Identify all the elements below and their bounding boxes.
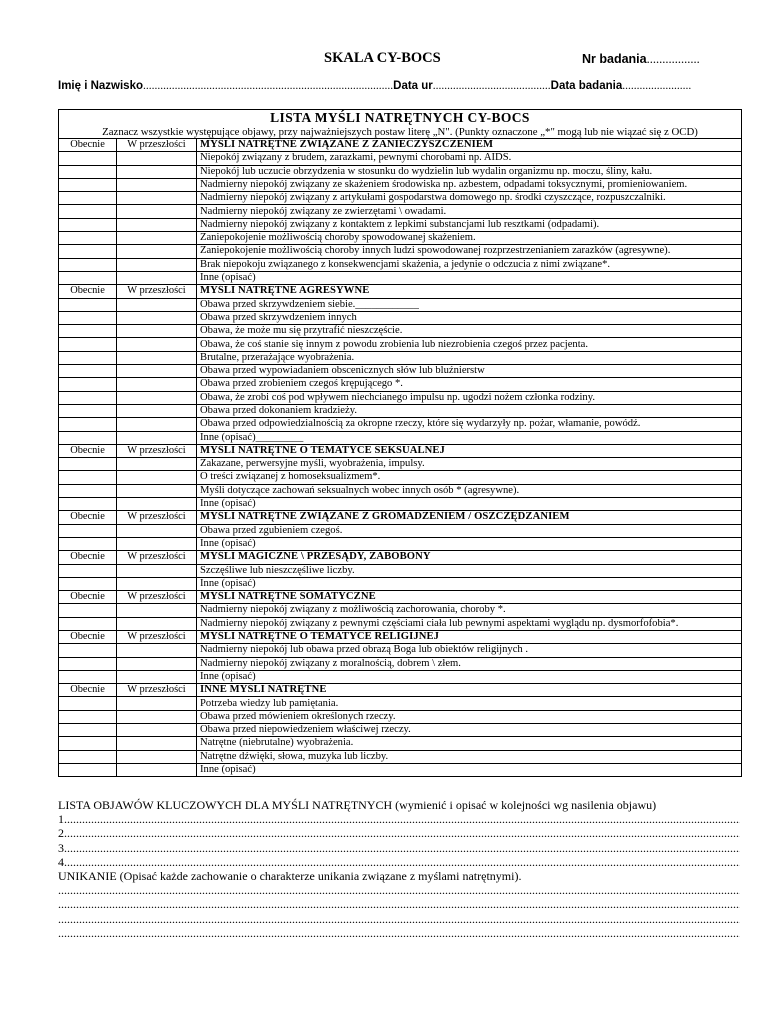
- symptom-description: Obawa, że może mu się przytrafić nieszczęście.: [197, 325, 742, 338]
- now-checkbox-cell[interactable]: [59, 697, 117, 710]
- symptom-description: Inne (opisać): [197, 763, 742, 776]
- symptom-row: [59, 710, 742, 723]
- symptom-description: Obawa przed niepowiedzeniem właściwej rzeczy.: [197, 724, 742, 737]
- section-header-row: [59, 285, 742, 298]
- past-checkbox-cell[interactable]: [117, 192, 197, 205]
- symptom-description: Myśli dotyczące zachowań seksualnych wobec innych osób * (agresywne).: [197, 484, 742, 497]
- now-checkbox-cell[interactable]: [59, 537, 117, 550]
- symptom-description: Obawa przed odpowiedzialnością za okropne rzeczy, które się wydarzyły np. pożar, włamanie, powódź.: [197, 418, 742, 431]
- past-checkbox-cell[interactable]: [117, 258, 197, 271]
- symptom-description: Natrętne dźwięki, słowa, muzyka lub liczby.: [197, 750, 742, 763]
- symptom-row: [59, 604, 742, 617]
- now-checkbox-cell[interactable]: [59, 178, 117, 191]
- symptom-row: [59, 311, 742, 324]
- section-heading: MYŚLI NATRĘTNE SOMATYCZNE: [197, 591, 742, 604]
- column-label-past: W przeszłości: [117, 630, 197, 643]
- now-checkbox-cell[interactable]: [59, 298, 117, 311]
- past-checkbox-cell[interactable]: [117, 524, 197, 537]
- now-checkbox-cell[interactable]: [59, 192, 117, 205]
- now-checkbox-cell[interactable]: [59, 165, 117, 178]
- symptom-description: Obawa przed mówieniem określonych rzeczy.: [197, 710, 742, 723]
- now-checkbox-cell[interactable]: [59, 245, 117, 258]
- past-checkbox-cell[interactable]: [117, 670, 197, 683]
- symptom-row: [59, 205, 742, 218]
- symptom-row: [59, 750, 742, 763]
- section-header-row: [59, 551, 742, 564]
- past-checkbox-cell[interactable]: [117, 750, 197, 763]
- symptom-row: [59, 245, 742, 258]
- symptom-description: Obawa przed wypowiadaniem obscenicznych słów lub bluźnierstw: [197, 365, 742, 378]
- section-heading: INNE MYŚLI NATRĘTNE: [197, 684, 742, 697]
- past-checkbox-cell[interactable]: [117, 218, 197, 231]
- past-checkbox-cell[interactable]: [117, 404, 197, 417]
- symptom-description: Inne (opisać): [197, 670, 742, 683]
- key-symptom-line-4[interactable]: 4. .....: [58, 855, 740, 869]
- now-checkbox-cell[interactable]: [59, 524, 117, 537]
- now-checkbox-cell[interactable]: [59, 763, 117, 776]
- column-label-past: W przeszłości: [117, 285, 197, 298]
- past-checkbox-cell[interactable]: [117, 418, 197, 431]
- past-checkbox-cell[interactable]: [117, 245, 197, 258]
- column-label-now: Obecnie: [59, 591, 117, 604]
- birth-date-label: Data ur: [393, 80, 433, 92]
- now-checkbox-cell[interactable]: [59, 378, 117, 391]
- now-checkbox-cell[interactable]: [59, 617, 117, 630]
- symptom-row: [59, 644, 742, 657]
- now-checkbox-cell[interactable]: [59, 644, 117, 657]
- symptom-description: Nadmierny niepokój lub obawa przed obrazą Boga lub obiektów religijnych .: [197, 644, 742, 657]
- section-header-row: [59, 591, 742, 604]
- symptom-description: Nadmierny niepokój związany ze skażeniem środowiska np. azbestem, odpadami toksycznymi, promieniowaniem.: [197, 178, 742, 191]
- symptom-row: [59, 391, 742, 404]
- symptom-description: Brutalne, przerażające wyobrażenia.: [197, 351, 742, 364]
- checklist-header: [59, 110, 742, 139]
- column-label-now: Obecnie: [59, 684, 117, 697]
- symptom-description: Nadmierny niepokój związany z pewnymi częściami ciała lub pewnymi aspektami wyglądu np. dysmorfofobia*.: [197, 617, 742, 630]
- now-checkbox-cell[interactable]: [59, 458, 117, 471]
- symptom-row: [59, 737, 742, 750]
- now-checkbox-cell[interactable]: [59, 258, 117, 271]
- symptom-row: [59, 697, 742, 710]
- past-checkbox-cell[interactable]: [117, 232, 197, 245]
- past-checkbox-cell[interactable]: [117, 710, 197, 723]
- now-checkbox-cell[interactable]: [59, 218, 117, 231]
- avoidance-line-4[interactable]: [58, 926, 740, 940]
- now-checkbox-cell[interactable]: [59, 338, 117, 351]
- name-blank[interactable]: .......................................................................................: [143, 80, 394, 92]
- symptom-description: Inne (opisać): [197, 498, 742, 511]
- symptom-row: [59, 484, 742, 497]
- symptom-row: [59, 724, 742, 737]
- past-checkbox-cell[interactable]: [117, 325, 197, 338]
- column-label-past: W przeszłości: [117, 444, 197, 457]
- symptom-row: [59, 338, 742, 351]
- symptom-description: Obawa przed zgubieniem czegoś.: [197, 524, 742, 537]
- past-checkbox-cell[interactable]: [117, 298, 197, 311]
- symptom-description: Nadmierny niepokój związany z artykułami gospodarstwa domowego np. środki czyszczące, rozpuszczalniki.: [197, 192, 742, 205]
- now-checkbox-cell[interactable]: [59, 232, 117, 245]
- past-checkbox-cell[interactable]: [117, 351, 197, 364]
- section-heading: MYŚLI NATRĘTNE ZWIĄZANE Z GROMADZENIEM / OSZCZĘDZANIEM: [197, 511, 742, 524]
- symptom-description: Brak niepokoju związanego z konsekwencjami skażenia, a jedynie o odczucia z nimi związane*.: [197, 258, 742, 271]
- study-number-field[interactable]: [582, 52, 700, 67]
- key-symptoms-title: LISTA OBJAWÓW KLUCZOWYCH DLA MYŚLI NATRĘTNYCH (wymienić i opisać w kolejności wg nasilenia objawu): [58, 798, 657, 812]
- key-symptom-line-3[interactable]: 3. .....: [58, 841, 740, 855]
- key-symptom-line-1[interactable]: 1. .....: [58, 812, 740, 826]
- footer-section: [58, 798, 740, 940]
- exam-date-blank[interactable]: ........................: [622, 80, 692, 92]
- now-checkbox-cell[interactable]: [59, 351, 117, 364]
- symptom-description: Obawa, że zrobi coś pod wpływem niechcianego impulsu np. ugodzi nożem członka rodziny.: [197, 391, 742, 404]
- symptom-row: [59, 271, 742, 284]
- now-checkbox-cell[interactable]: [59, 391, 117, 404]
- symptom-description: Inne (opisać): [197, 577, 742, 590]
- avoidance-line-1[interactable]: [58, 883, 740, 897]
- symptom-row: [59, 498, 742, 511]
- past-checkbox-cell[interactable]: [117, 724, 197, 737]
- column-label-past: W przeszłości: [117, 551, 197, 564]
- avoidance-line-2[interactable]: [58, 897, 740, 911]
- column-label-now: Obecnie: [59, 285, 117, 298]
- symptom-row: [59, 577, 742, 590]
- symptom-description: Inne (opisać): [197, 537, 742, 550]
- past-checkbox-cell[interactable]: [117, 697, 197, 710]
- column-label-now: Obecnie: [59, 511, 117, 524]
- now-checkbox-cell[interactable]: [59, 484, 117, 497]
- past-checkbox-cell[interactable]: [117, 391, 197, 404]
- symptom-row: [59, 165, 742, 178]
- column-label-now: Obecnie: [59, 444, 117, 457]
- now-checkbox-cell[interactable]: [59, 365, 117, 378]
- symptom-row: [59, 418, 742, 431]
- now-checkbox-cell[interactable]: [59, 404, 117, 417]
- past-checkbox-cell[interactable]: [117, 365, 197, 378]
- section-heading: MYŚLI NATRĘTNE O TEMATYCE RELIGIJNEJ: [197, 630, 742, 643]
- symptom-description: Natrętne (niebrutalne) wyobrażenia.: [197, 737, 742, 750]
- now-checkbox-cell[interactable]: [59, 670, 117, 683]
- symptom-row: [59, 537, 742, 550]
- past-checkbox-cell[interactable]: [117, 617, 197, 630]
- now-checkbox-cell[interactable]: [59, 737, 117, 750]
- symptom-description: Obawa przed skrzywdzeniem siebie.____________: [197, 298, 742, 311]
- exam-date-label: Data badania: [550, 80, 623, 92]
- now-checkbox-cell[interactable]: [59, 311, 117, 324]
- symptom-description: Nadmierny niepokój związany z kontaktem z lepkimi substancjami lub resztkami (odpadami).: [197, 218, 742, 231]
- symptom-description: Obawa przed skrzywdzeniem innych: [197, 311, 742, 324]
- now-checkbox-cell[interactable]: [59, 710, 117, 723]
- symptom-description: Szczęśliwe lub nieszczęśliwe liczby.: [197, 564, 742, 577]
- birth-date-blank[interactable]: .........................................: [432, 80, 551, 92]
- symptom-description: Inne (opisać)_________: [197, 431, 742, 444]
- symptom-row: [59, 763, 742, 776]
- column-label-past: W przeszłości: [117, 684, 197, 697]
- study-number-label: Nr badania: [582, 52, 647, 66]
- column-label-now: Obecnie: [59, 551, 117, 564]
- symptom-description: Nadmierny niepokój związany z moralnością, dobrem \ złem.: [197, 657, 742, 670]
- section-header-row: [59, 684, 742, 697]
- checklist-title: LISTA MYŚLI NATRĘTNYCH CY-BOCS: [270, 110, 530, 125]
- column-label-now: Obecnie: [59, 139, 117, 152]
- past-checkbox-cell[interactable]: [117, 165, 197, 178]
- symptom-description: Potrzeba wiedzy lub pamiętania.: [197, 697, 742, 710]
- symptom-description: Nadmierny niepokój związany ze zwierzętami \ owadami.: [197, 205, 742, 218]
- symptom-row: [59, 471, 742, 484]
- now-checkbox-cell[interactable]: [59, 431, 117, 444]
- now-checkbox-cell[interactable]: [59, 325, 117, 338]
- now-checkbox-cell[interactable]: [59, 498, 117, 511]
- now-checkbox-cell[interactable]: [59, 471, 117, 484]
- past-checkbox-cell[interactable]: [117, 498, 197, 511]
- past-checkbox-cell[interactable]: [117, 458, 197, 471]
- avoidance-line-3[interactable]: [58, 912, 740, 926]
- section-header-row: [59, 511, 742, 524]
- past-checkbox-cell[interactable]: [117, 484, 197, 497]
- symptom-row: [59, 617, 742, 630]
- past-checkbox-cell[interactable]: [117, 537, 197, 550]
- symptom-row: [59, 178, 742, 191]
- symptom-row: [59, 458, 742, 471]
- symptom-row: [59, 258, 742, 271]
- past-checkbox-cell[interactable]: [117, 271, 197, 284]
- symptom-row: [59, 232, 742, 245]
- now-checkbox-cell[interactable]: [59, 657, 117, 670]
- symptom-description: Niepokój lub uczucie obrzydzenia w stosunku do wydzielin lub wydalin organizmu np. moczu, śliny, kału.: [197, 165, 742, 178]
- now-checkbox-cell[interactable]: [59, 271, 117, 284]
- symptom-description: Zakazane, perwersyjne myśli, wyobrażenia, impulsy.: [197, 458, 742, 471]
- past-checkbox-cell[interactable]: [117, 657, 197, 670]
- past-checkbox-cell[interactable]: [117, 338, 197, 351]
- study-number-blank: .................: [646, 52, 700, 66]
- symptom-description: Obawa przed dokonaniem kradzieży.: [197, 404, 742, 417]
- column-label-now: Obecnie: [59, 630, 117, 643]
- symptom-description: Zaniepokojenie możliwością choroby spowodowanej skażeniem.: [197, 232, 742, 245]
- symptom-description: Obawa, że coś stanie się innym z powodu zrobienia lub niezrobienia czegoś przez pacjenta.: [197, 338, 742, 351]
- past-checkbox-cell[interactable]: [117, 311, 197, 324]
- symptom-description: Inne (opisać): [197, 271, 742, 284]
- past-checkbox-cell[interactable]: [117, 604, 197, 617]
- checklist-instructions: Zaznacz wszystkie występujące objawy, przy najważniejszych postaw literę „N". (Punkty oznaczone „*" mogą lub nie wiązać się z OCD): [102, 126, 698, 138]
- symptom-row: [59, 365, 742, 378]
- section-heading: MYŚLI MAGICZNE \ PRZESĄDY, ZABOBONY: [197, 551, 742, 564]
- symptom-description: Zaniepokojenie możliwością choroby innych ludzi spowodowanej rozprzestrzenianiem zarazków (agresywne).: [197, 245, 742, 258]
- symptom-row: [59, 325, 742, 338]
- key-symptom-line-2[interactable]: 2. .....: [58, 826, 740, 840]
- now-checkbox-cell[interactable]: [59, 205, 117, 218]
- past-checkbox-cell[interactable]: [117, 763, 197, 776]
- symptom-row: [59, 431, 742, 444]
- now-checkbox-cell[interactable]: [59, 750, 117, 763]
- symptom-row: [59, 378, 742, 391]
- column-label-past: W przeszłości: [117, 139, 197, 152]
- name-label: Imię i Nazwisko: [58, 80, 144, 92]
- section-heading: MYŚLI NATRĘTNE ZWIĄZANE Z ZANIECZYSZCZENIEM: [197, 139, 742, 152]
- symptom-row: [59, 351, 742, 364]
- symptom-description: Niepokój związany z brudem, zarazkami, pewnymi chorobami np. AIDS.: [197, 152, 742, 165]
- section-header-row: [59, 444, 742, 457]
- past-checkbox-cell[interactable]: [117, 205, 197, 218]
- page-title: SKALA CY-BOCS: [324, 50, 441, 66]
- symptom-row: [59, 404, 742, 417]
- section-header-row: [59, 139, 742, 152]
- past-checkbox-cell[interactable]: [117, 737, 197, 750]
- symptom-row: [59, 218, 742, 231]
- symptom-description: O treści związanej z homoseksualizmem*.: [197, 471, 742, 484]
- obsessions-checklist-table: [58, 109, 742, 777]
- section-heading: MYŚLI NATRĘTNE AGRESYWNE: [197, 285, 742, 298]
- now-checkbox-cell[interactable]: [59, 152, 117, 165]
- past-checkbox-cell[interactable]: [117, 471, 197, 484]
- past-checkbox-cell[interactable]: [117, 431, 197, 444]
- symptom-row: [59, 657, 742, 670]
- section-header-row: [59, 630, 742, 643]
- now-checkbox-cell[interactable]: [59, 564, 117, 577]
- past-checkbox-cell[interactable]: [117, 152, 197, 165]
- symptom-description: Obawa przed zrobieniem czegoś krępującego *.: [197, 378, 742, 391]
- now-checkbox-cell[interactable]: [59, 724, 117, 737]
- past-checkbox-cell[interactable]: [117, 644, 197, 657]
- past-checkbox-cell[interactable]: [117, 178, 197, 191]
- past-checkbox-cell[interactable]: [117, 577, 197, 590]
- now-checkbox-cell[interactable]: [59, 604, 117, 617]
- avoidance-title: UNIKANIE (Opisać każde zachowanie o charakterze unikania związane z myślami natrętnymi).: [58, 869, 522, 884]
- now-checkbox-cell[interactable]: [59, 577, 117, 590]
- past-checkbox-cell[interactable]: [117, 378, 197, 391]
- section-heading: MYŚLI NATRĘTNE O TEMATYCE SEKSUALNEJ: [197, 444, 742, 457]
- now-checkbox-cell[interactable]: [59, 418, 117, 431]
- identification-line: [58, 80, 740, 92]
- symptom-row: [59, 524, 742, 537]
- column-label-past: W przeszłości: [117, 591, 197, 604]
- symptom-row: [59, 670, 742, 683]
- symptom-description: Nadmierny niepokój związany z możliwością zachorowania, choroby *.: [197, 604, 742, 617]
- column-label-past: W przeszłości: [117, 511, 197, 524]
- symptom-row: [59, 564, 742, 577]
- symptom-row: [59, 192, 742, 205]
- past-checkbox-cell[interactable]: [117, 564, 197, 577]
- symptom-row: [59, 298, 742, 311]
- symptom-row: [59, 152, 742, 165]
